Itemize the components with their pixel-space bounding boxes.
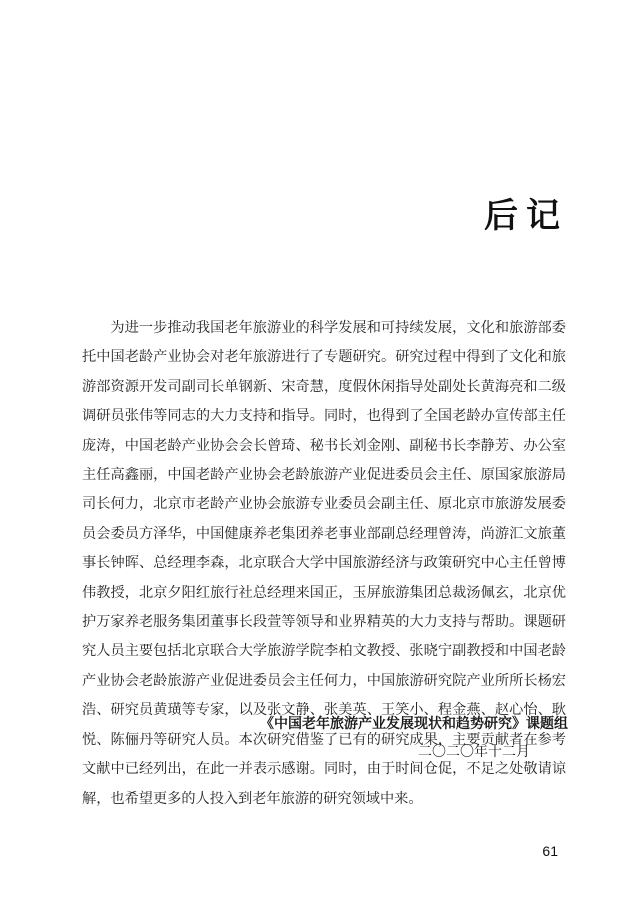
signature-organization: 《中国老年旅游产业发展现状和趋势研究》课题组: [260, 716, 568, 732]
page-title: 后记: [484, 196, 568, 236]
signature-date: 二〇二〇年十二月: [418, 744, 530, 760]
page-number: 61: [542, 843, 558, 859]
signature-block: [260, 710, 568, 766]
afterword-body: 为进一步推动我国老年旅游业的科学发展和可持续发展，文化和旅游部委托中国老龄产业协会对老年旅游进行了专题研究。研究过程中得到了文化和旅游部资源开发司副司长单钢新、宋奇慧，度假休闲指导处副处长黄海亮和二级调研员张伟等同志的大力支持和指导。同时，也得到了全国老龄办宣传部主任庞涛，中国老龄产业协会会长曾琦、秘书长刘金刚、副秘书长李静芳、办公室主任高鑫丽，中国老龄产业协会老龄旅游产业促进委员会主任、原国家旅游局司长何力，北京市老龄产业协会旅游专业委员会副主任、原北京市旅游发展委员会委员方泽华，中国健康养老集团养老事业部副总经理曾涛，尚游汇文旅董事长钟晖、总经理李森，北京联合大学中国旅游经济与政策研究中心主任曾博伟教授，北京夕阳红旅行社总经理来国正，玉屏旅游集团总裁汤佩玄，北京优护万家养老服务集团董事长段萱等领导和业界精英的大力支持与帮助。课题研究人员主要包括北京联合大学旅游学院李柏文教授、张晓宁副教授和中国老龄产业协会老龄旅游产业促进委员会主任何力，中国旅游研究院产业所所长杨宏浩、研究员黄璜等专家，以及张文静、张美英、王笑小、程金燕、赵心怡、耿悦、陈俪丹等研究人员。本次研究借鉴了已有的研究成果，主要贡献者在参考文献中已经列出，在此一并表示感谢。同时，由于时间仓促，不足之处敬请谅解，也希望更多的人投入到老年旅游的研究领域中来。: [82, 320, 566, 807]
